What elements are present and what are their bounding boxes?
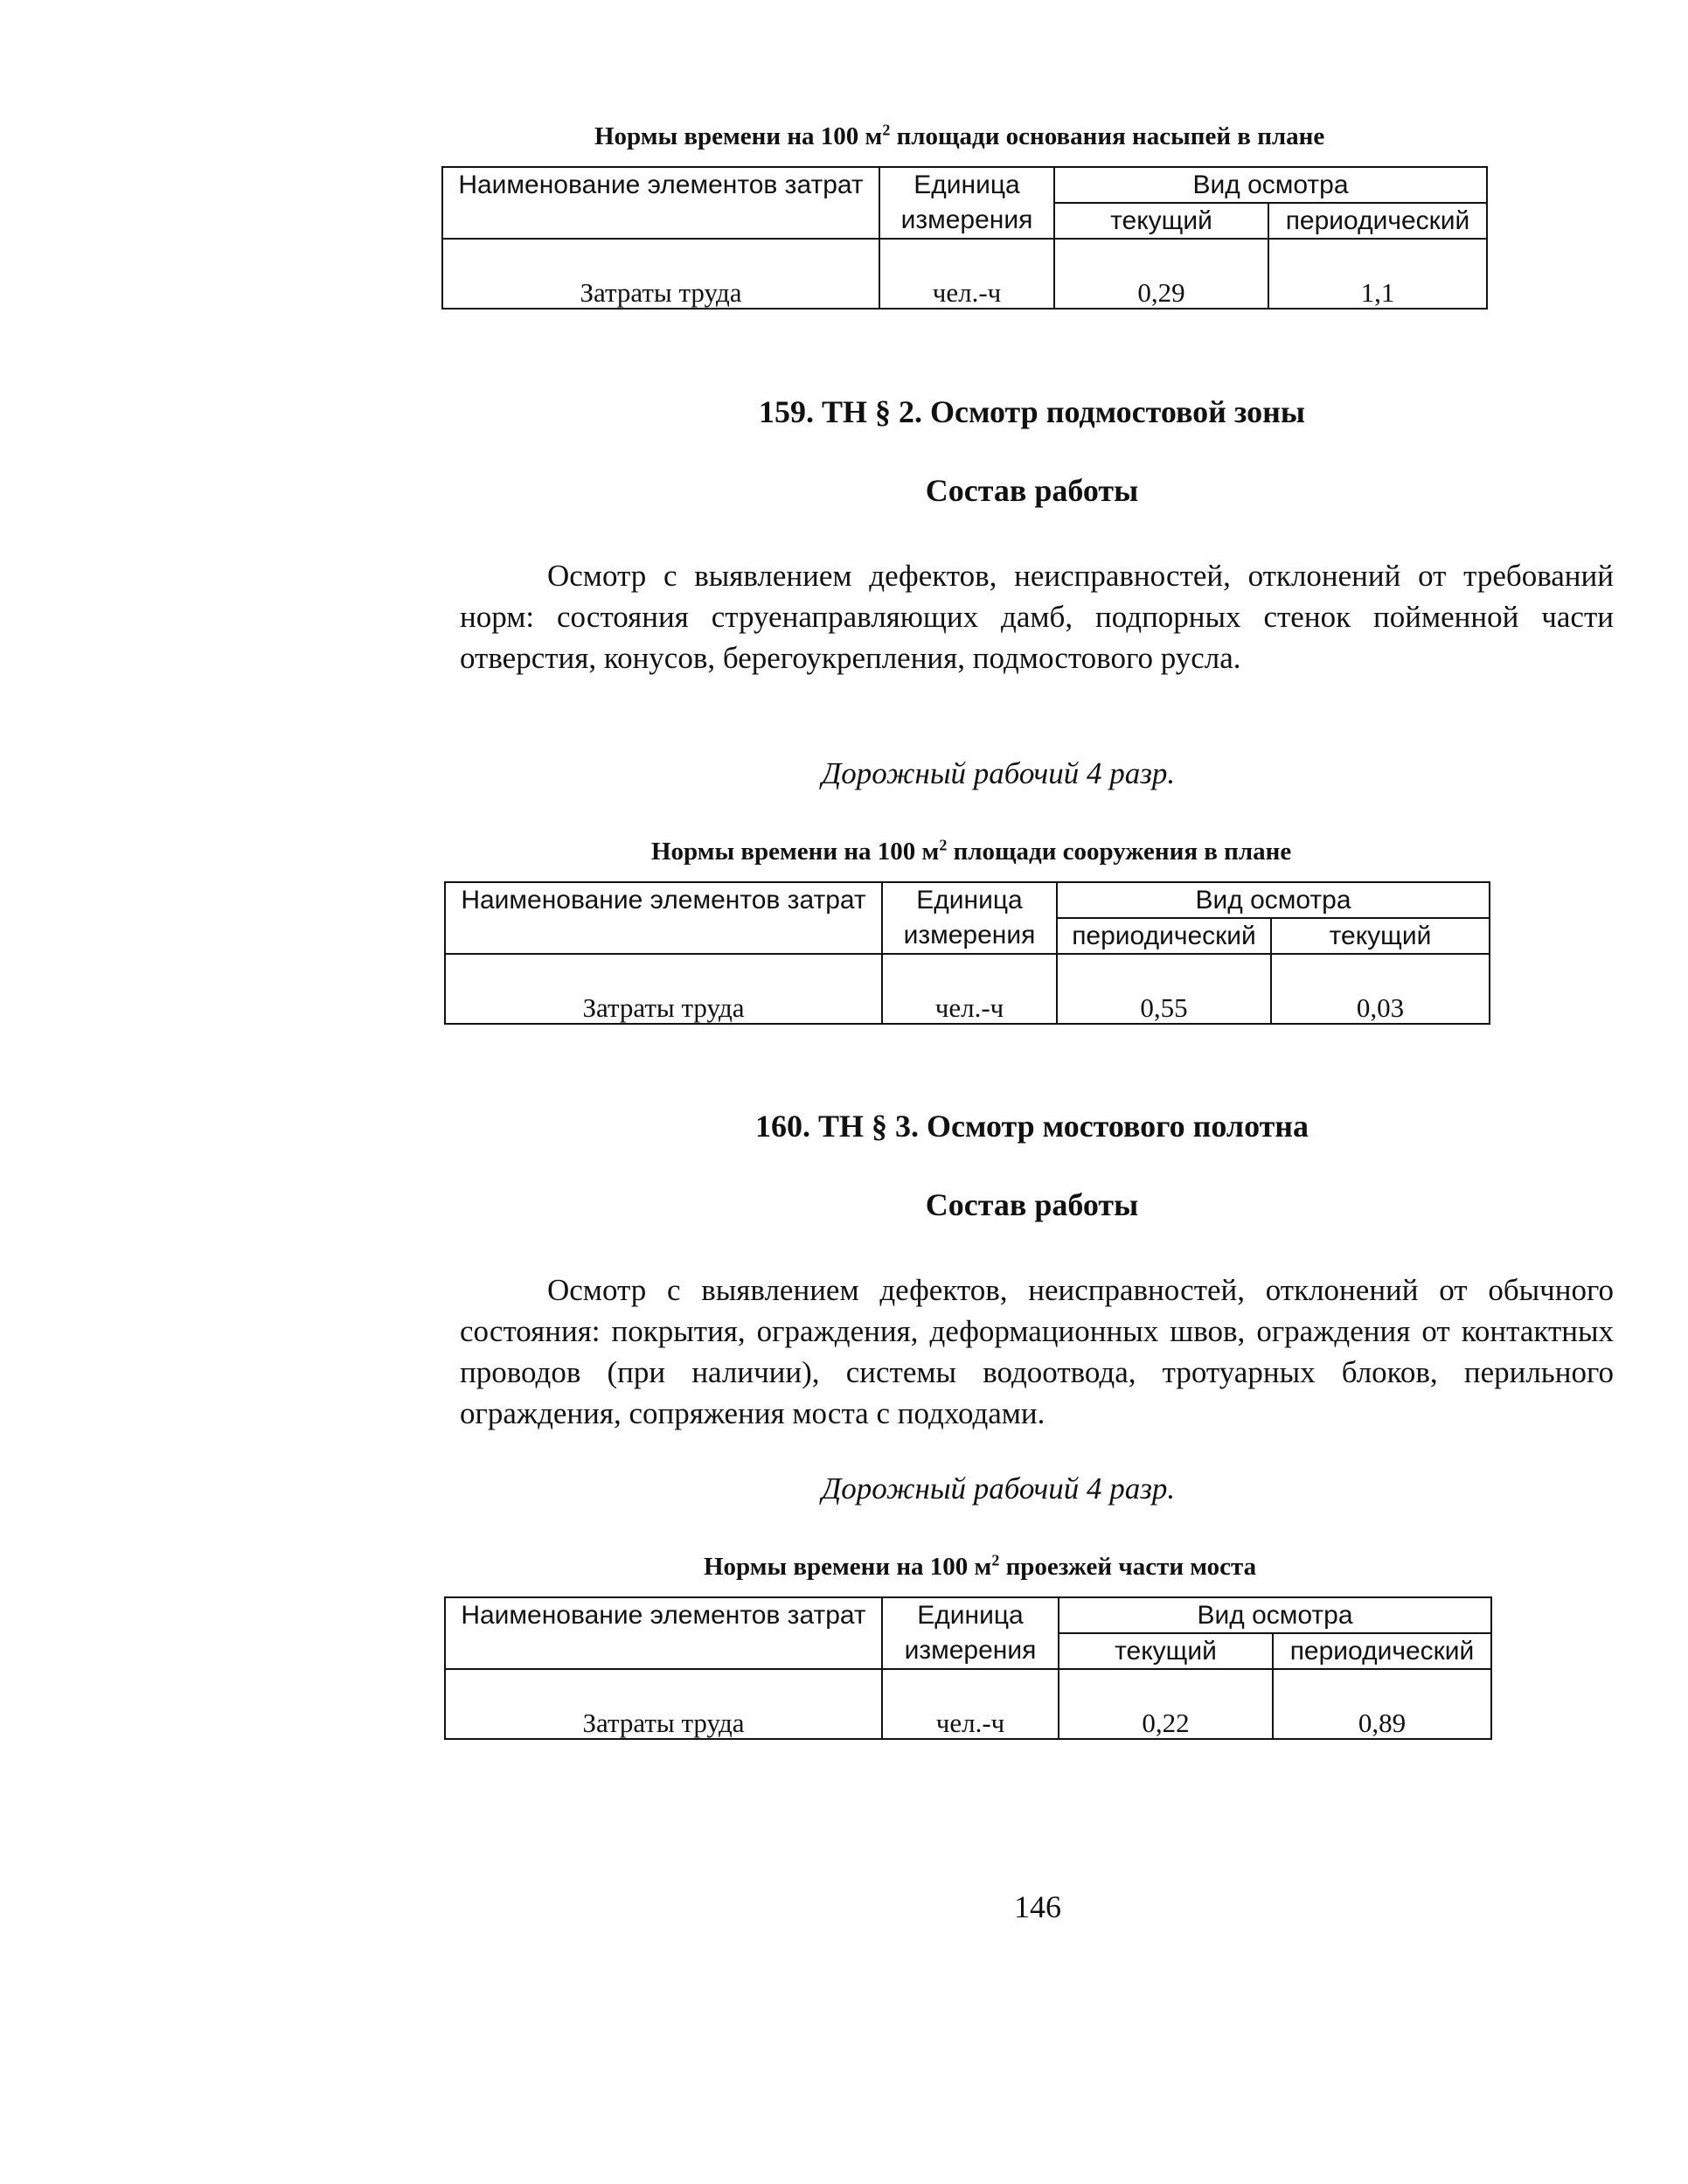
table2-sub2: текущий bbox=[1271, 918, 1490, 954]
section160-text: Осмотр с выявлением дефектов, неисправностей, отклонений от обычного состояния: покрытия, ограждения, деформационных швов, ограждения от контактных проводов (при наличии), системы водоотвода, тротуарных блоков, перильного ограждения, сопряжения моста с подходами. bbox=[460, 1273, 1614, 1430]
table3-header-row bbox=[445, 1597, 1491, 1633]
table2-caption-sup: 2 bbox=[939, 836, 948, 854]
table1-sub2: периодический bbox=[1268, 203, 1487, 239]
table2-val2: 0,03 bbox=[1271, 954, 1490, 1024]
table1-caption-text: Нормы времени на 100 м bbox=[594, 122, 883, 150]
table2-caption-text: Нормы времени на 100 м bbox=[651, 838, 940, 866]
table3-caption bbox=[704, 1553, 1256, 1582]
table1 bbox=[441, 166, 1488, 310]
table2-data-row bbox=[445, 954, 1490, 1024]
section160-subtitle: Состав работы bbox=[925, 1187, 1139, 1222]
table3 bbox=[444, 1596, 1492, 1740]
table2-val1: 0,55 bbox=[1057, 954, 1271, 1024]
table2-caption-rest: площади сооружения в плане bbox=[947, 838, 1292, 866]
table1-sub1: текущий bbox=[1054, 203, 1268, 239]
table1-val1: 0,29 bbox=[1054, 239, 1268, 309]
table1-caption bbox=[594, 122, 1324, 151]
table1-col-unit: Единица измерения bbox=[879, 167, 1054, 239]
table3-col-group: Вид осмотра bbox=[1059, 1597, 1491, 1633]
section159-title: 159. ТН § 2. Осмотр подмостовой зоны bbox=[758, 394, 1305, 429]
table2-caption bbox=[651, 838, 1291, 866]
table1-caption-rest: площади основания насыпей в плане bbox=[890, 122, 1325, 150]
table3-caption-rest: проезжей части моста bbox=[999, 1553, 1257, 1581]
table3-sub1: текущий bbox=[1059, 1633, 1273, 1669]
section159-worker: Дорожный рабочий 4 разр. bbox=[822, 756, 1176, 790]
table3-val2: 0,89 bbox=[1273, 1669, 1491, 1739]
section159-subtitle: Состав работы bbox=[925, 473, 1139, 508]
table3-sub2: периодический bbox=[1273, 1633, 1491, 1669]
table2-col-unit: Единица измерения bbox=[882, 882, 1057, 954]
table2 bbox=[444, 881, 1490, 1025]
table3-data-row bbox=[445, 1669, 1491, 1739]
section160-worker: Дорожный рабочий 4 разр. bbox=[822, 1471, 1176, 1506]
section160-title: 160. ТН § 3. Осмотр мостового полотна bbox=[754, 1109, 1309, 1144]
table1-header-row bbox=[442, 167, 1487, 203]
table3-col-unit: Единица измерения bbox=[882, 1597, 1059, 1669]
table2-row-unit: чел.-ч bbox=[882, 954, 1057, 1024]
table1-data-row bbox=[442, 239, 1487, 309]
table1-row-name: Затраты труда bbox=[442, 239, 879, 309]
table2-sub1: периодический bbox=[1057, 918, 1271, 954]
table1-caption-sup: 2 bbox=[882, 121, 891, 139]
table3-row-unit: чел.-ч bbox=[882, 1669, 1059, 1739]
table1-val2: 1,1 bbox=[1268, 239, 1487, 309]
table3-caption-text: Нормы времени на 100 м bbox=[704, 1553, 992, 1581]
table2-row-name: Затраты труда bbox=[445, 954, 882, 1024]
table1-col-group: Вид осмотра bbox=[1054, 167, 1487, 203]
table3-caption-sup: 2 bbox=[991, 1551, 1000, 1569]
table1-row-unit: чел.-ч bbox=[879, 239, 1054, 309]
table2-col-group: Вид осмотра bbox=[1057, 882, 1490, 918]
table3-val1: 0,22 bbox=[1059, 1669, 1273, 1739]
section159-text: Осмотр с выявлением дефектов, неисправностей, отклонений от требований норм: состояния струенаправляющих дамб, подпорных стенок пойменной части отверстия, конусов, берегоукрепления, подмостового русла. bbox=[460, 559, 1614, 675]
table3-col-name: Наименование элементов затрат bbox=[445, 1597, 882, 1669]
table2-header-row bbox=[445, 882, 1490, 918]
table1-col-name: Наименование элементов затрат bbox=[442, 167, 879, 239]
table2-col-name: Наименование элементов затрат bbox=[445, 882, 882, 954]
page-number: 146 bbox=[1014, 1889, 1061, 1924]
table3-row-name: Затраты труда bbox=[445, 1669, 882, 1739]
